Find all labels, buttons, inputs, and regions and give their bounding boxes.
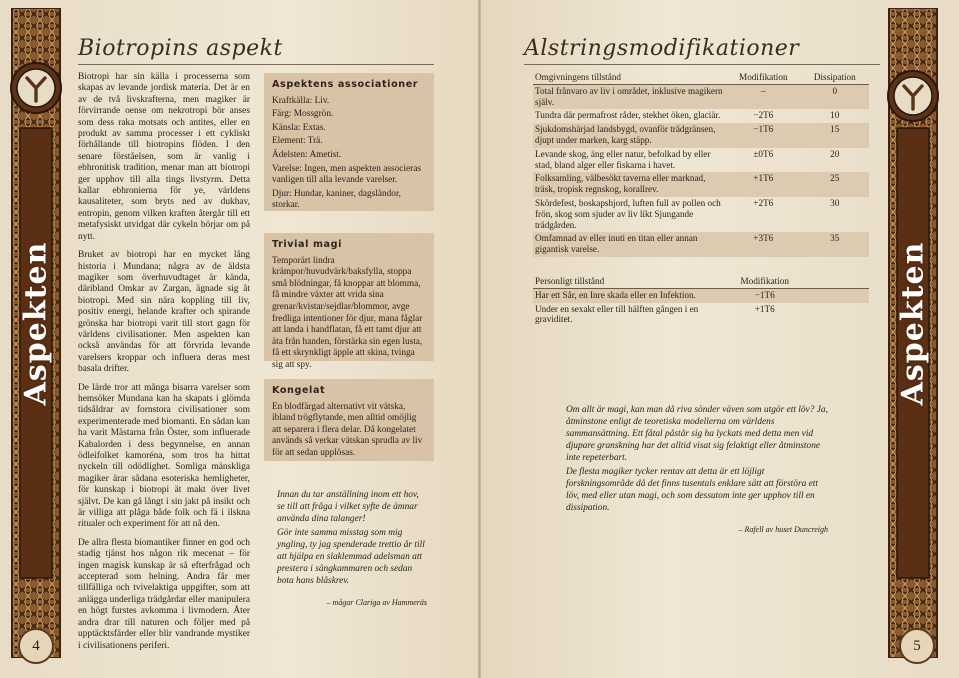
column-header: Modifikation xyxy=(727,276,802,288)
body-paragraph: De lärde tror att många bisarra varelser som hemsöker Mundana kan ha skapats i glömda tidsåldrar av fornstora civilisationer som experimenterade med biomanti. En sådan kan ha varit Mästarna från Öster, som influerade Kabalorden i dess begynnelse, en annan ödleifolket kamoréna, som tros ha hittat nyckeln till odödlighet. Somliga mänskliga magiker ärar sådana esoteriska hemligheter, för kunskap i biotropi ät makt över livet självt. De kan gå långt i sin jakt på insikt och är villiga att plåga både folk och fä i ilskna ritualer och experiment för att nå den. xyxy=(78,382,250,530)
table-cell: Har ett Sår, en Inre skada eller en Infektion. xyxy=(533,288,727,302)
association-row: Element: Trä. xyxy=(272,136,323,147)
association-row: Känsla: Extas. xyxy=(272,122,326,133)
table-cell: Skördefest, boskapshjord, luften full av pollen och frön, skog som sjuder av liv likt Sjungande trädgården. xyxy=(535,197,721,230)
association-row: Ädelsten: Ametist. xyxy=(272,149,342,160)
associations-heading: Aspektens associationer xyxy=(272,79,419,90)
association-row: Djur: Hundar, kaniner, dagsländor, storkar. xyxy=(272,188,402,211)
quote-signature: – mågar Clariga av Hammeräs xyxy=(326,598,427,607)
quote-line: Gör inte samma misstag som mig yngling, ty jag spenderade trettio år till att hjälpa en slaklemmad adelsman att prestera i sängkammaren och sedan bota hans blåskrev. xyxy=(277,528,425,586)
table-cell: 0 xyxy=(801,84,869,109)
table-cell: +3T6 xyxy=(726,232,800,257)
table-cell: 10 xyxy=(830,110,840,121)
column-header: Omgivningens tillstånd xyxy=(533,72,726,84)
association-row: Varelse: Ingen, men aspekten associeras vanligen till alla levande varelser. xyxy=(272,163,421,186)
quote-line: Innan du tar anställning inom ett hov, se till att fråga i vilket syfte de ämnar använda dina talanger! xyxy=(277,490,419,524)
table-row xyxy=(533,84,869,109)
body-paragraph: Biotropi har sin källa i processerna som skapas av levande jordisk materia. Det är en av de två livskrafterna, men magiker är förvirrande oense om nekrotropi bör anses som dess raka motsats och antites, eller en produkt av samma processer i ett cykliskt förhållande till biotropins flöden. I den senare förståelsen, som är vanlig i ebhronitisk tradition, menar man att biotropi ger upphov till alla tings livstyrm. Detta kallar ebhronierna för ye, världens kausaliteter, som bryts ned av dukhav, entropin, genom vilken kraften återgår till ett metafysiskt utvidgat där cykeln börjar om på nytt. xyxy=(78,72,250,242)
table-cell: −1T6 xyxy=(727,288,802,302)
quote-line: De flesta magiker tycker rentav att detta är ett löjligt forskningsområde då det finns tusentals enklare sätt att förstöra ett löv, med eller utan magi, och som dessutom inte ger upphov till en dissipation. xyxy=(566,467,818,513)
table-cell: Under en sexakt eller till hälften gången i en graviditet. xyxy=(535,303,699,325)
environment-modifier-table xyxy=(533,72,869,257)
body-text-column xyxy=(78,72,250,659)
page-number: 4 xyxy=(18,628,54,664)
table-cell: – xyxy=(726,84,800,109)
column-header: Personligt tillstånd xyxy=(533,276,727,288)
table-cell: Folksamling, välbesökt taverna eller marknad, träsk, tropisk regnskog, korallrev. xyxy=(533,172,726,197)
table-row xyxy=(533,123,869,148)
table-cell: ±0T6 xyxy=(753,148,774,159)
table-cell: 35 xyxy=(801,232,869,257)
kongelat-box xyxy=(264,379,434,461)
body-paragraph: De allra flesta biomantiker finner en god och stadig tjänst hos någon rik mecenat – för ingen magisk kunskap är så efterfrågad och accepterad som helning. Andra får mer tillfälliga och tvivelaktiga uppgifter, som att anlägga underliga trädgårdar eller manipulera en högt furstes avkomma i livmodern. Åter andra drar till naturen och följer med på upptäcktsfärder eller blir vandrande mystiker i civilisationens periferi. xyxy=(78,537,250,651)
table-cell: Levande skog, äng eller natur, befolkad by eller stad, bland alger eller fiskarna i havet. xyxy=(535,148,711,170)
side-label: Aspekten xyxy=(18,241,54,405)
trivial-magic-box xyxy=(264,233,434,370)
table-cell: 25 xyxy=(801,172,869,197)
table-cell: +1T6 xyxy=(726,172,800,197)
quote-line: Om allt är magi, kan man då riva sönder väven som utgör ett löv? Ja, åtminstone enligt de teoretiska modellerna om världens sammansättning. Ett fåtal påstår sig ha lyckats med detta men vid djupare granskning har det alltid visat sig felaktigt eller åtminstone inte repeterbart. xyxy=(566,405,828,463)
table-row xyxy=(533,109,869,123)
quote-signature: – Rafell av huset Duncreigh xyxy=(738,525,828,534)
table-row xyxy=(533,232,869,257)
left-quote xyxy=(277,489,427,611)
body-paragraph: Bruket av biotropi har en mycket lång historia i Mundana; några av de äldsta magiker som överhuvudtaget är kända, däribland Omkar av Zargan, ägnade sig åt biotropi. Med sin nära koppling till liv, positiv energi, helande krafter och spirande grönska har biotropi varit till stort gagn för världens civilisationer. Men aspekten kan också användas för att förvrida levande varelsers kroppar och influera deras mest basala drifter. xyxy=(78,250,250,375)
right-quote xyxy=(566,404,828,538)
title-underline xyxy=(78,64,434,65)
side-label: Aspekten xyxy=(895,241,931,405)
page-title: Alstringsmodifikationer xyxy=(524,36,800,61)
page-title: Biotropins aspekt xyxy=(78,36,283,61)
table-row xyxy=(533,197,869,232)
kongelat-text: En blodfärgad alternativt vit vätska, ibland trögflytande, men alltid omöjlig att separera i flera delar. Då kongelatet används så verkar vätskan sprudla av liv för att sedan upplösas. xyxy=(272,401,423,458)
kongelat-heading: Kongelat xyxy=(272,385,326,396)
table-cell: 20 xyxy=(830,148,840,159)
right-decorative-border xyxy=(887,8,939,658)
table-cell: −2T6 xyxy=(753,110,774,121)
left-decorative-border xyxy=(10,8,62,658)
personal-modifier-table xyxy=(533,276,869,327)
table-row xyxy=(533,172,869,197)
table-cell: Total frånvaro av liv i området, inklusive magikern själv. xyxy=(533,84,726,109)
table-cell: Tundra där permafrost råder, stekhet öken, glaciär. xyxy=(535,110,721,121)
association-row: Färg: Mossgrön. xyxy=(272,109,334,120)
association-row: Kraftkälla: Liv. xyxy=(272,95,330,106)
table-cell: −1T6 xyxy=(726,123,800,148)
table-row xyxy=(533,148,869,173)
trivial-magic-heading: Trivial magi xyxy=(272,239,342,250)
table-cell: 30 xyxy=(830,197,840,208)
page-number: 5 xyxy=(899,628,935,664)
trivial-magic-text: Temporärt lindra krämpor/huvudvärk/baksfylla, stoppa små blödningar, få knoppar att blomma, få mindre växter att vrida sina grenar/kvistar/sejdlar/blommor, avge fredliga intentioner för djur, mana fåglar att landa i handflatan, få ett tamt djur att äta från handen, förstärka sin egen lusta, få ett skrynkligt äpple att skina, tvinga sig att spy. xyxy=(272,255,423,370)
table-cell: 15 xyxy=(801,123,869,148)
column-header: Dissipation xyxy=(801,72,869,84)
table-cell: +2T6 xyxy=(753,197,774,208)
table-cell: Sjukdomshärjad landsbygd, ovanför trädgränsen, djupt under marken, karg stäpp. xyxy=(533,123,726,148)
table-row xyxy=(533,288,869,302)
associations-box xyxy=(264,73,434,211)
table-cell: Omfamnad av eller inuti en titan eller annan gigantisk varelse. xyxy=(533,232,726,257)
book-spine xyxy=(478,0,481,678)
table-cell: +1T6 xyxy=(754,303,775,314)
title-underline xyxy=(524,64,880,65)
column-header: Modifikation xyxy=(726,72,800,84)
table-row xyxy=(533,303,869,328)
